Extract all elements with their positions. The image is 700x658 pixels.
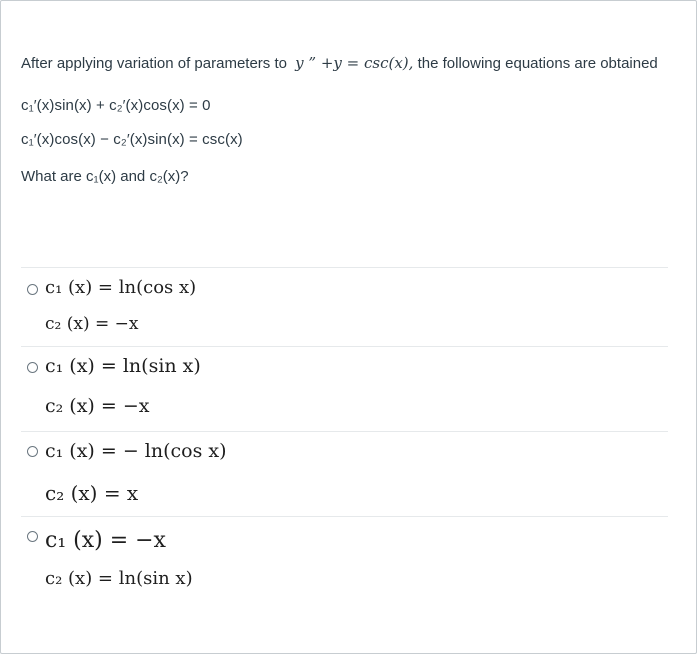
answer-line-c2: c₂ (x) = x [45,481,139,505]
answer-line-c2: c₂ (x) = ln(sin x) [45,568,193,589]
radio-button[interactable] [27,531,38,542]
intro-tail: the following equations are obtained [417,55,658,72]
answer-option-1[interactable] [21,267,668,346]
radio-button[interactable] [27,362,38,373]
differential-equation: y ” +y = csc(x), [295,54,414,72]
answer-option-4[interactable] [21,516,668,607]
answer-line-c2: c₂ (x) = −x [45,314,139,334]
equation-1: c₁′(x)sin(x) + c₂′(x)cos(x) = 0 [21,97,211,114]
answer-line-c1: c₁ (x) = ln(sin x) [45,355,201,377]
question-body [21,49,686,190]
radio-button[interactable] [27,446,38,457]
question-intro [21,49,686,78]
answer-option-2[interactable] [21,346,668,431]
answer-line-c2: c₂ (x) = −x [45,395,150,417]
answer-line-c1: c₁ (x) = −x [45,528,166,553]
answer-option-3[interactable] [21,431,668,516]
answer-line-c1: c₁ (x) = − ln(cos x) [45,440,227,462]
answer-line-c1: c₁ (x) = ln(cos x) [45,277,197,298]
question-prompt: What are c₁(x) and c₂(x)? [21,168,189,185]
answer-list [21,267,668,607]
intro-text: After applying variation of parameters to [21,55,287,72]
equation-2: c₁′(x)cos(x) − c₂′(x)sin(x) = csc(x) [21,131,243,148]
radio-button[interactable] [27,284,38,295]
